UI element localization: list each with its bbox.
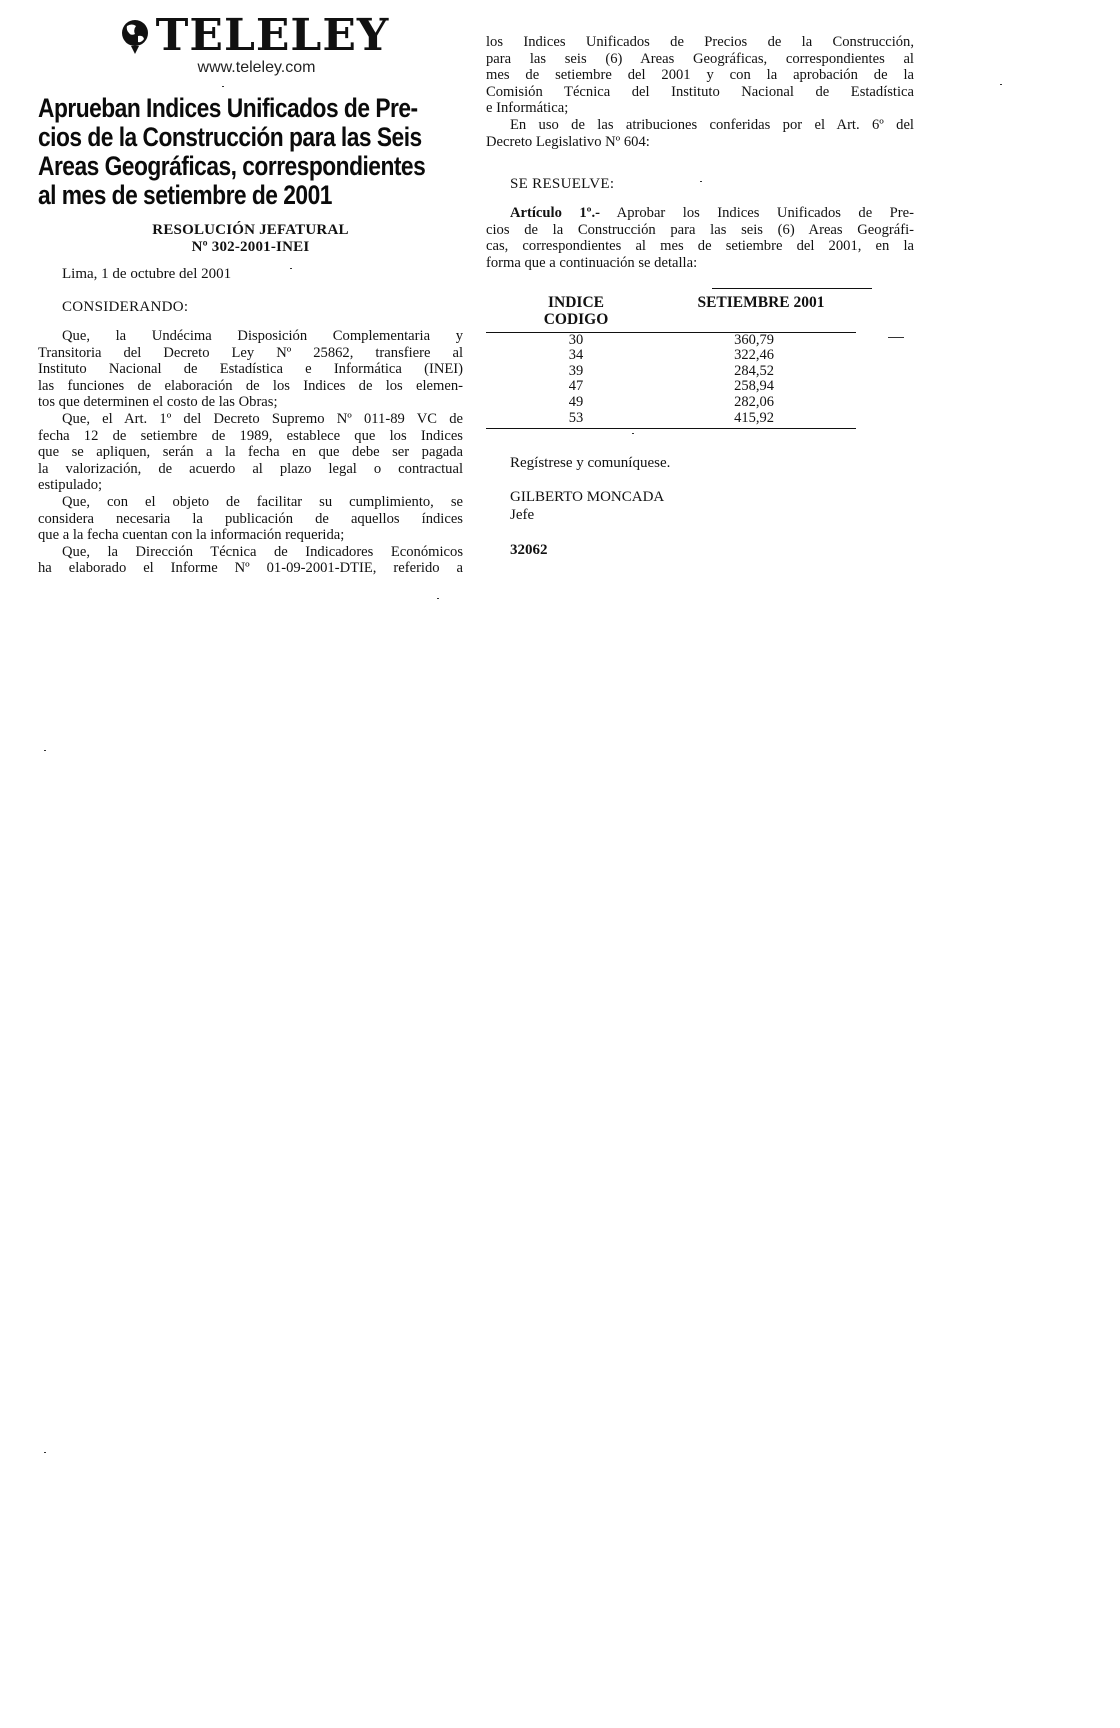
index-table (486, 290, 856, 430)
reference-number: 32062 (510, 542, 548, 559)
text-line: Instituto Nacional de Estadística e Informática (INEI) (38, 361, 463, 378)
index-code: 53 (568, 409, 584, 426)
considerando-paragraph (38, 544, 463, 577)
text-line: Que, la Undécima Disposición Complementaria y (62, 328, 463, 344)
scan-speck (1000, 84, 1002, 85)
table-bottom-rule (486, 429, 856, 430)
header-line: INDICE (548, 293, 604, 311)
brand-row (44, 10, 463, 61)
considerando-paragraph (38, 328, 463, 411)
header-line: CODIGO (543, 310, 609, 328)
continuation-paragraph (486, 34, 914, 117)
column-header-setiembre: SETIEMBRE 2001 (697, 293, 825, 311)
text-line: cios de la Construcción para las seis (6) Areas Geográfi- (486, 221, 914, 238)
text-line: En uso de las atribuciones conferidas por el Art. 6º del (510, 116, 914, 133)
headline-line: Areas Geográficas, correspondientes (38, 151, 426, 181)
table-row (486, 395, 856, 411)
headline-line: cios de la Construcción para las Seis (38, 122, 422, 152)
headline-line: Aprueban Indices Unificados de Pre- (38, 93, 418, 123)
headline (38, 94, 463, 210)
text-line: los Indices Unificados de Precios de la Construcción, (486, 34, 914, 50)
text-line: Que, el Art. 1º del Decreto Supremo Nº 011-89 VC de (62, 410, 463, 427)
text-line: que a la fecha cuentan con la información requerida; (38, 527, 345, 544)
scan-speck (290, 268, 292, 269)
table-row (486, 379, 856, 395)
text-line: las funciones de elaboración de los Indices de los elemen- (38, 377, 463, 394)
text-line: Que, con el objeto de facilitar su cumplimiento, se (62, 493, 463, 510)
logo-text: TELELEY (155, 10, 390, 61)
text-line: estipulado; (38, 477, 103, 494)
table-row (486, 364, 856, 380)
index-code: 47 (568, 378, 584, 395)
index-code: 34 (568, 347, 584, 364)
headline-line: al mes de setiembre de 2001 (38, 180, 332, 210)
scan-speck (44, 1452, 46, 1453)
text-line (486, 205, 914, 222)
attributions-paragraph (486, 117, 914, 150)
scan-speck (888, 337, 904, 338)
signature-block (510, 488, 914, 524)
right-column (486, 34, 914, 559)
considerando-paragraph (38, 494, 463, 544)
text-line: ha elaborado el Informe Nº 01-09-2001-DTIE, referido a (38, 560, 463, 577)
text-line: e Informática; (486, 100, 569, 117)
left-column (38, 10, 463, 577)
text-line: tos que determinen el costo de las Obras; (38, 394, 278, 411)
resolution-title (38, 222, 463, 256)
website-url[interactable]: www.teleley.com (197, 59, 316, 76)
masthead (38, 10, 463, 76)
text-line: cas, correspondientes al mes de setiembre del 2001, en la (486, 238, 914, 255)
table-header-row (486, 290, 856, 333)
text-line: que se apliquen, serán a la fecha en que debe ser pagada (38, 444, 463, 461)
index-value: 284,52 (734, 362, 774, 379)
resolution-type: RESOLUCIÓN JEFATURAL (152, 222, 349, 238)
index-value: 360,79 (734, 331, 774, 348)
globe-icon (118, 16, 152, 56)
text-line: considera necesaria la publicación de aquellos índices (38, 510, 463, 527)
scan-speck (632, 433, 634, 434)
scan-speck (222, 86, 224, 87)
resolution-number: Nº 302-2001-INEI (191, 239, 310, 255)
closing-formula: Regístrese y comuníquese. (510, 455, 671, 472)
scan-speck (700, 181, 702, 182)
text-line: para las seis (6) Areas Geográficas, correspondientes al (486, 50, 914, 67)
scan-speck (437, 598, 439, 599)
se-resuelve-heading: SE RESUELVE: (510, 176, 615, 193)
text-line: Decreto Legislativo Nº 604: (486, 133, 650, 150)
signer-name: GILBERTO MONCADA (510, 489, 665, 506)
considerando-paragraph (38, 411, 463, 494)
index-table-wrapper (486, 290, 904, 430)
index-code: 30 (568, 331, 584, 348)
table-row (486, 332, 856, 348)
dateline: Lima, 1 de octubre del 2001 (62, 266, 232, 282)
signer-title: Jefe (510, 507, 535, 524)
index-code: 49 (568, 393, 584, 410)
index-value: 258,94 (734, 378, 774, 395)
column-header-indice (486, 290, 666, 333)
table-row (486, 411, 856, 429)
table-top-rule (712, 288, 872, 289)
text-line: Que, la Dirección Técnica de Indicadores Económicos (62, 543, 463, 560)
index-value: 322,46 (734, 347, 774, 364)
article-paragraph (486, 205, 914, 271)
considerando-heading: CONSIDERANDO: (62, 299, 189, 315)
index-code: 39 (568, 362, 584, 379)
article-text: Aprobar los Indices Unificados de Pre- (599, 205, 914, 222)
text-line: forma que a continuación se detalla: (486, 254, 698, 271)
index-value: 282,06 (734, 393, 774, 410)
text-line: fecha 12 de setiembre de 1989, establece que los Indices (38, 427, 463, 444)
article-label: Artículo 1º.- (510, 205, 600, 222)
index-value: 415,92 (734, 409, 774, 426)
scan-speck (44, 750, 46, 751)
text-line: Comisión Técnica del Instituto Nacional de Estadística (486, 83, 914, 100)
text-line: mes de setiembre del 2001 y con la aprobación de la (486, 67, 914, 84)
table-row (486, 348, 856, 364)
text-line: Transitoria del Decreto Ley Nº 25862, transfiere al (38, 344, 463, 361)
text-line: la valorización, de acuerdo al plazo legal o contractual (38, 460, 463, 477)
